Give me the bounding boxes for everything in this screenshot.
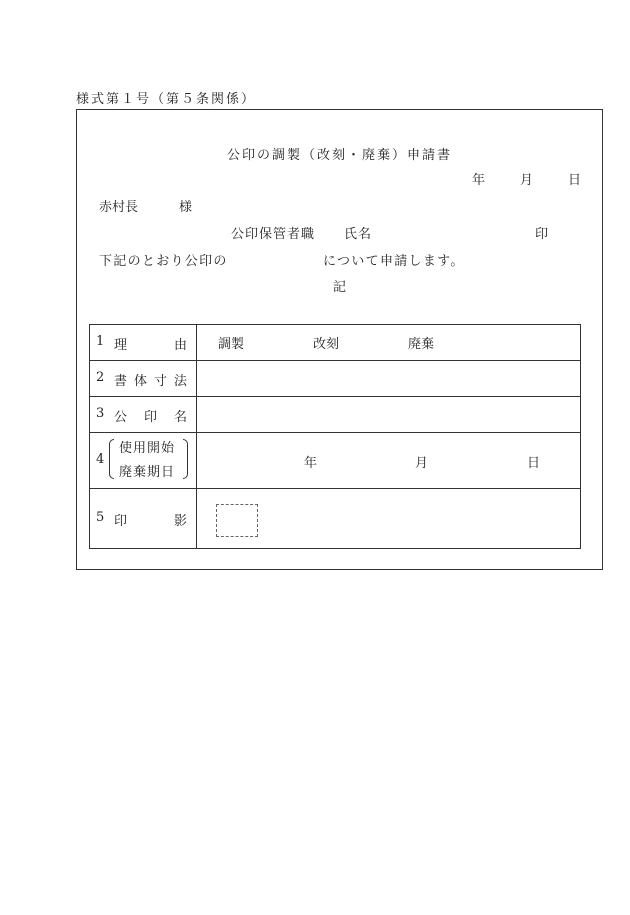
bracketed-label [109, 437, 188, 479]
request-text-start: 下記のとおり公印の [99, 254, 228, 269]
seal-impression-box[interactable] [216, 504, 258, 537]
value-cell-date[interactable] [197, 433, 581, 489]
option-chousei[interactable]: 調製 [218, 337, 245, 352]
row-number: 3 [96, 406, 105, 421]
value-cell-reason[interactable] [197, 325, 581, 361]
row-label-char: 由 [173, 338, 187, 353]
label-start-date: 使用開始 [119, 441, 176, 456]
row-label-seal-impression [114, 510, 187, 529]
left-bracket [109, 439, 114, 479]
table-row [90, 397, 581, 433]
row-label-seal-name [114, 406, 187, 425]
row-number: 1 [96, 334, 105, 349]
row-label-typeface-size [114, 370, 187, 389]
right-bracket [183, 439, 188, 479]
label-disposal-date: 廃棄期日 [119, 465, 176, 480]
option-haiki[interactable]: 廃棄 [408, 337, 435, 352]
row-label-char: 印 [114, 514, 128, 529]
items-table [89, 324, 581, 549]
table-row [90, 433, 581, 489]
label-cell-seal-name [90, 397, 197, 433]
applicant-title-label: 公印保管者職 [231, 227, 316, 242]
row-label-reason [114, 334, 187, 353]
application-date-month: 月 [520, 173, 534, 188]
row-label-char: 影 [173, 514, 187, 529]
row-number: 5 [96, 510, 105, 525]
value-cell-typeface-size[interactable] [197, 361, 581, 397]
row-label-char: 名 [173, 410, 187, 425]
row-label-char: 寸 [153, 374, 167, 389]
seal-mark: 印 [535, 227, 549, 242]
option-kaikoku[interactable]: 改刻 [313, 337, 340, 352]
form-number: 様式第１号（第５条関係） [76, 92, 257, 107]
row-label-char: 印 [143, 410, 157, 425]
row-number: 4 [96, 452, 105, 467]
application-date-day: 日 [568, 173, 582, 188]
label-cell-typeface-size [90, 361, 197, 397]
request-text-end: について申請します。 [323, 254, 465, 269]
applicant-name-label: 氏名 [344, 227, 373, 242]
row-number: 2 [96, 370, 105, 385]
value-cell-seal-impression[interactable] [197, 489, 581, 549]
addressee-suffix: 様 [179, 200, 193, 215]
application-form [76, 109, 603, 570]
row-label-char: 書 [114, 374, 128, 389]
row-label-char: 理 [114, 338, 128, 353]
value-cell-seal-name[interactable] [197, 397, 581, 433]
row-label-char: 公 [114, 410, 128, 425]
label-cell-start-disposal-date [90, 433, 197, 489]
label-cell-reason [90, 325, 197, 361]
application-date-year: 年 [472, 173, 486, 188]
table-row [90, 489, 581, 549]
table-row [90, 325, 581, 361]
row-label-char: 法 [173, 374, 187, 389]
label-cell-seal-impression [90, 489, 197, 549]
date-year-label: 年 [304, 456, 318, 471]
ki-heading: 記 [332, 280, 346, 295]
table-row [90, 361, 581, 397]
form-title: 公印の調製（改刻・廃棄）申請書 [226, 148, 452, 163]
addressee: 赤村長 [99, 200, 139, 215]
date-month-label: 月 [415, 456, 429, 471]
row-label-char: 体 [133, 374, 147, 389]
date-day-label: 日 [527, 456, 541, 471]
